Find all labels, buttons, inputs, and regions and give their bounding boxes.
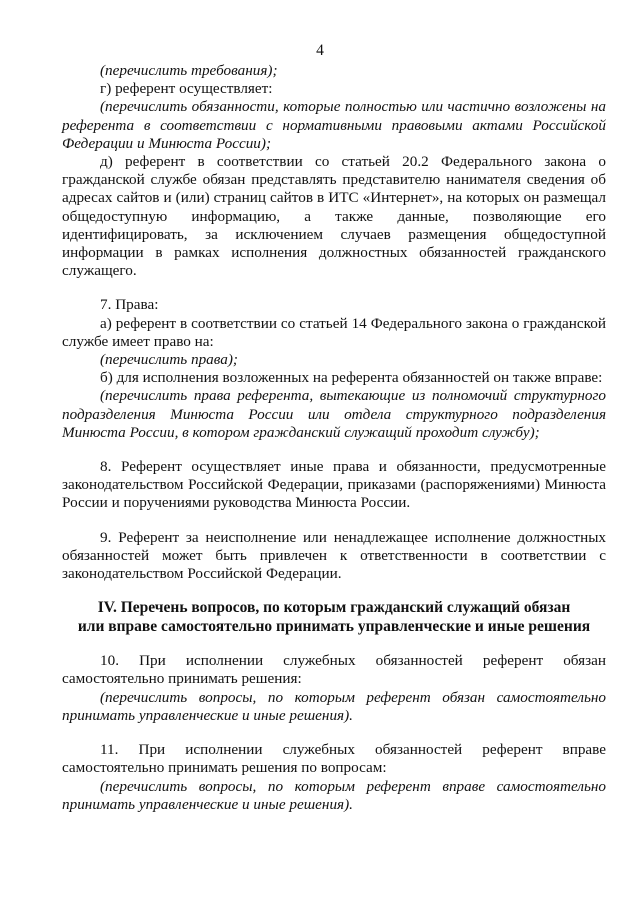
paragraph-10-note: (перечислить вопросы, по которым референт обязан самостоятельно принимать управленческие и иные решения). bbox=[62, 688, 606, 724]
page-number: 4 bbox=[316, 42, 324, 59]
section-iv-heading-line1: IV. Перечень вопросов, по которым гражданский служащий обязан bbox=[97, 599, 571, 617]
section-7-title: 7. Права: bbox=[100, 296, 159, 314]
document-body bbox=[62, 62, 606, 814]
paragraph-8: 8. Референт осуществляет иные права и обязанности, предусмотренные законодательством Российской Федерации, приказами (распоряжениями) Минюста России и поручениями руководства Минюста России. bbox=[62, 458, 606, 512]
paragraph-rights-note: (перечислить права); bbox=[100, 351, 238, 369]
paragraph-7a: а) референт в соответствии со статьей 14 Федерального закона о гражданской службе имеет право на: bbox=[62, 314, 606, 350]
paragraph-9: 9. Референт за неисполнение или ненадлежащее исполнение должностных обязанностей может быть привлечен к ответственности в соответствии с законодательством Российской Федерации. bbox=[62, 528, 606, 583]
section-iv-heading-line2: или вправе самостоятельно принимать управленческие и иные решения bbox=[77, 617, 591, 635]
paragraph-g: г) референт осуществляет: bbox=[100, 80, 273, 98]
paragraph-10: 10. При исполнении служебных обязанностей референт обязан самостоятельно принимать решения: bbox=[62, 652, 606, 688]
section-iv-heading bbox=[62, 599, 606, 636]
paragraph-11-note: (перечислить вопросы, по которым референт вправе самостоятельно принимать управленческие и иные решения). bbox=[62, 777, 606, 813]
paragraph-rights-referent-note: (перечислить права референта, вытекающие из полномочий структурного подразделения Минюста России или отдела структурного подразделения Минюста России, в котором гражданский служащий проходит службу); bbox=[62, 387, 606, 441]
paragraph-7b: б) для исполнения возложенных на референта обязанностей он также вправе: bbox=[100, 369, 603, 387]
paragraph-requirements-note: (перечислить требования); bbox=[100, 62, 278, 79]
paragraph-11: 11. При исполнении служебных обязанностей референт вправе самостоятельно принимать решения по вопросам: bbox=[62, 741, 606, 777]
paragraph-d: д) референт в соответствии со статьей 20.2 Федерального закона о гражданской службе обязан представлять представителю нанимателя сведения об адресах сайтов и (или) страниц сайтов в ИТС «Интернет», на которых он размещал общедоступную информацию, а также данные, позволяющие его идентифицировать, за исключением случаев размещения общедоступной информации в рамках исполнения должностных обязанностей гражданского служащего. bbox=[62, 153, 606, 280]
paragraph-duties-note: (перечислить обязанности, которые полностью или частично возложены на референта в соответствии с нормативными правовыми актами Российской Федерации и Минюста России); bbox=[62, 98, 606, 152]
